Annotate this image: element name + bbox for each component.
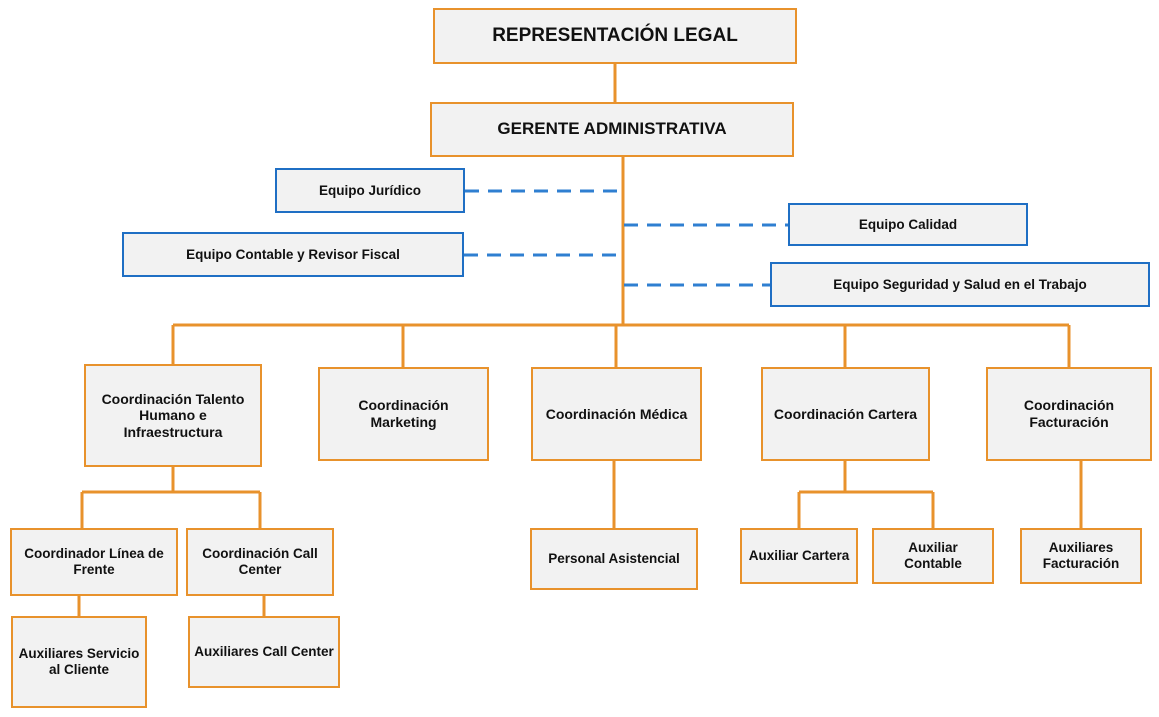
node-auxiliares-facturacion[interactable]: Auxiliares Facturación — [1020, 528, 1142, 584]
node-equipo-contable-revisor-fiscal[interactable]: Equipo Contable y Revisor Fiscal — [122, 232, 464, 277]
node-auxiliar-contable[interactable]: Auxiliar Contable — [872, 528, 994, 584]
node-auxiliares-call-center[interactable]: Auxiliares Call Center — [188, 616, 340, 688]
node-coordinacion-medica[interactable]: Coordinación Médica — [531, 367, 702, 461]
node-coordinacion-talento-humano[interactable]: Coordinación Talento Humano e Infraestructura — [84, 364, 262, 467]
node-auxiliares-servicio-al-cliente[interactable]: Auxiliares Servicio al Cliente — [11, 616, 147, 708]
node-coordinacion-cartera[interactable]: Coordinación Cartera — [761, 367, 930, 461]
node-equipo-seguridad-salud-trabajo[interactable]: Equipo Seguridad y Salud en el Trabajo — [770, 262, 1150, 307]
node-personal-asistencial[interactable]: Personal Asistencial — [530, 528, 698, 590]
node-coordinador-linea-de-frente[interactable]: Coordinador Línea de Frente — [10, 528, 178, 596]
node-auxiliar-cartera[interactable]: Auxiliar Cartera — [740, 528, 858, 584]
node-coordinacion-marketing[interactable]: Coordinación Marketing — [318, 367, 489, 461]
node-representacion-legal[interactable]: REPRESENTACIÓN LEGAL — [433, 8, 797, 64]
node-equipo-calidad[interactable]: Equipo Calidad — [788, 203, 1028, 246]
node-equipo-juridico[interactable]: Equipo Jurídico — [275, 168, 465, 213]
node-coordinacion-call-center[interactable]: Coordinación Call Center — [186, 528, 334, 596]
node-coordinacion-facturacion[interactable]: Coordinación Facturación — [986, 367, 1152, 461]
node-gerente-administrativa[interactable]: GERENTE ADMINISTRATIVA — [430, 102, 794, 157]
